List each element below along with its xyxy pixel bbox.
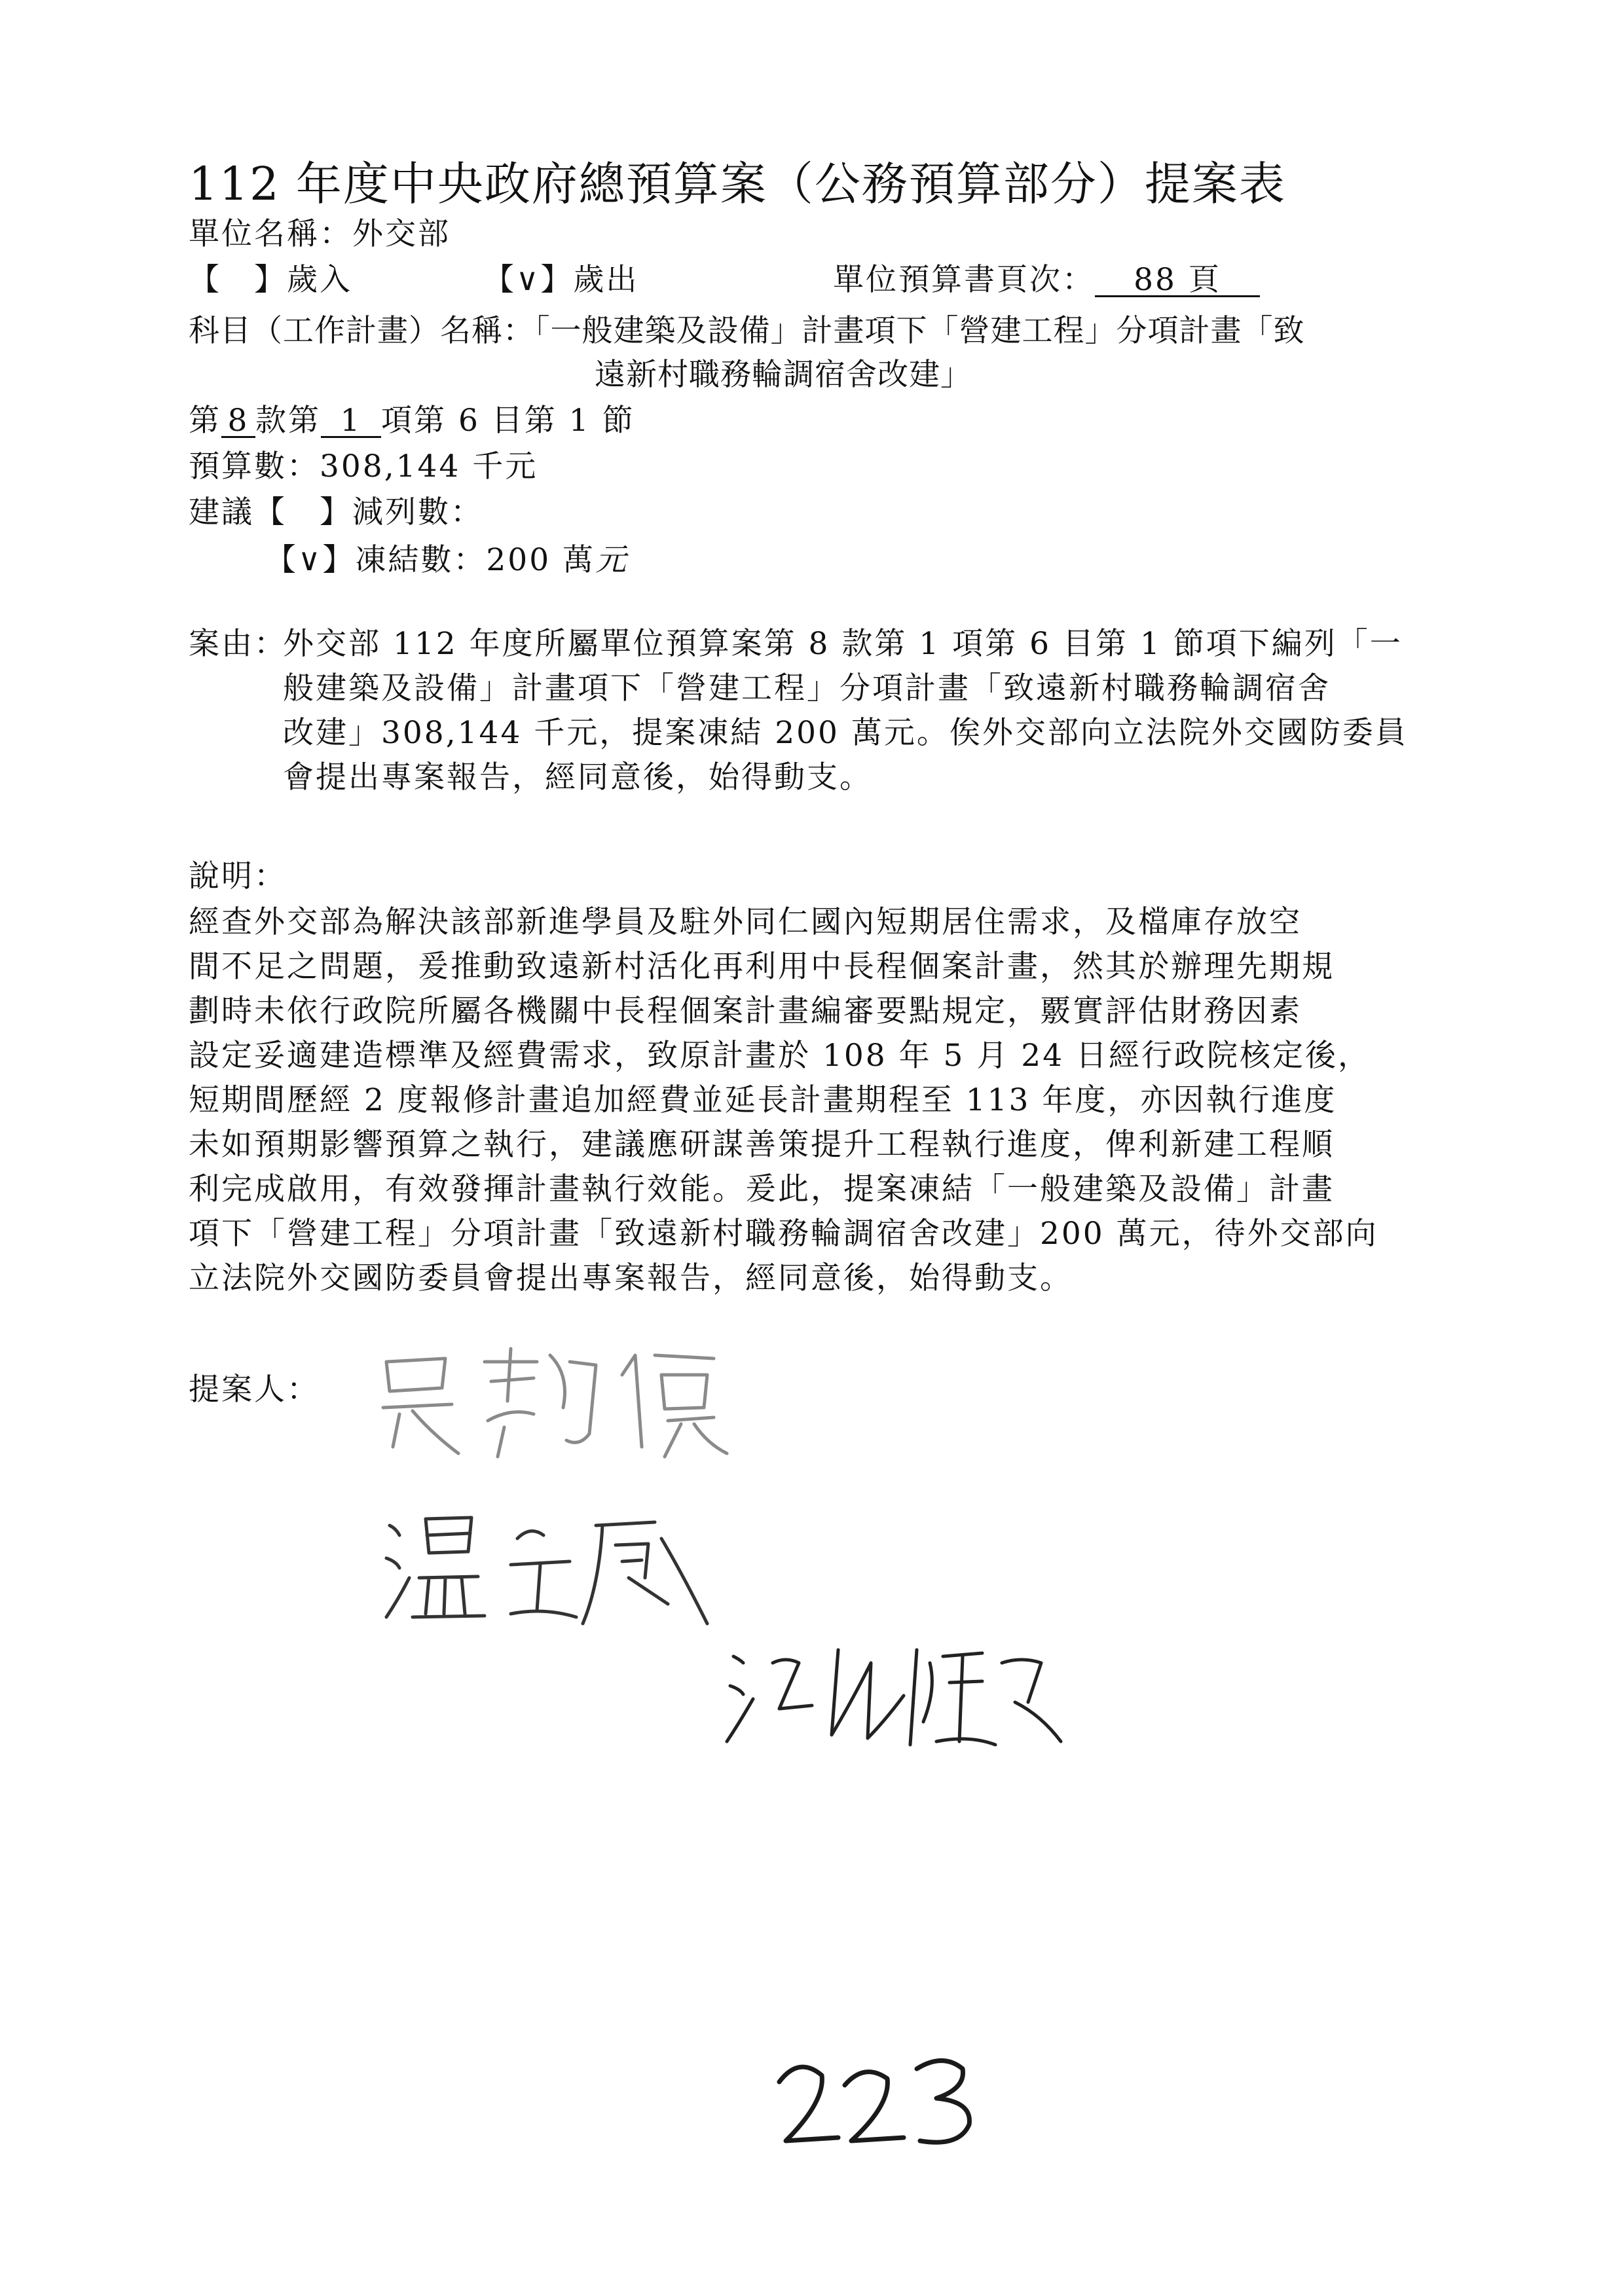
explanation-line: 短期間歷經 2 度報修計畫追加經費並延長計畫期程至 113 年度，亦因執行進度 [189, 1082, 1337, 1118]
section-row [189, 396, 635, 440]
expense-group [483, 255, 638, 299]
reduce-checkbox[interactable]: 【 】 [254, 494, 352, 530]
subject-label: 科目（工作計畫）名稱： [189, 313, 534, 349]
reduce-label: 減列數： [352, 494, 483, 530]
type-row [189, 255, 352, 299]
expense-label: 歲出 [573, 262, 639, 298]
reason-line: 改建」308,144 千元，提案凍結 200 萬元。俟外交部向立法院外交國防委員 [283, 715, 1408, 751]
page-ref-label: 單位預算書頁次： [833, 262, 1095, 298]
subject-line-1: 「一般建築及設備」計畫項下「營建工程」分項計畫「致 [534, 313, 1305, 349]
page-ref-value: 88 頁 [1095, 264, 1260, 297]
proposal-label: 建議 [189, 494, 254, 530]
section-xiang: 1 [321, 405, 381, 438]
section-p3: 項第 6 目第 1 節 [381, 403, 635, 439]
handwritten-page-number [773, 2049, 995, 2154]
reason-body [283, 622, 1408, 800]
explanation-line: 未如預期影響預算之執行，建議應研謀善策提升工程執行進度，俾利新建工程順 [189, 1127, 1335, 1163]
reason-label: 案由： [189, 626, 287, 662]
proposer-label: 提案人： [189, 1372, 320, 1408]
explanation-line: 經查外交部為解決該部新進學員及駐外同仁國內短期居住需求，及檔庫存放空 [189, 904, 1302, 940]
freeze-row [265, 536, 628, 579]
explanation-line: 設定妥適建造標準及經費需求，致原計畫於 108 年 5 月 24 日經行政院核定後， [189, 1038, 1371, 1074]
page-title: 112 年度中央政府總預算案（公務預算部分）提案表 [189, 157, 1286, 211]
section-p1: 第 [189, 403, 221, 439]
section-kuan: 8 [221, 405, 255, 438]
explanation-line: 立法院外交國防委員會提出專案報告，經同意後，始得動支。 [189, 1260, 1073, 1296]
section-p2: 款第 [255, 403, 321, 439]
signature-3 [720, 1624, 1074, 1755]
signature-1 [373, 1336, 740, 1467]
freeze-label: 凍結數：200 萬 [355, 542, 596, 578]
reason-line: 般建築及設備」計畫項下「營建工程」分項計畫「致遠新村職務輪調宿舍 [283, 670, 1331, 706]
freeze-checkbox[interactable]: 【∨】 [265, 542, 356, 578]
reason-line: 會提出專案報告，經同意後，始得動支。 [283, 759, 872, 795]
explanation-body [189, 900, 1378, 1301]
reason-line: 外交部 112 年度所屬單位預算案第 8 款第 1 項第 6 目第 1 節項下編列「一 [283, 626, 1403, 662]
freeze-handwritten-unit: 元 [595, 542, 629, 578]
explanation-line: 間不足之問題，爰推動致遠新村活化再利用中長程個案計畫，然其於辦理先期規 [189, 949, 1335, 985]
explanation-line: 利完成啟用，有效發揮計畫執行效能。爰此，提案凍結「一般建築及設備」計畫 [189, 1171, 1335, 1207]
unit-label: 單位名稱： [189, 216, 352, 252]
unit-value: 外交部 [352, 216, 451, 252]
revenue-label: 歲入 [287, 262, 352, 298]
explanation-label: 說明： [189, 858, 287, 894]
expense-checkbox[interactable]: 【∨】 [483, 262, 574, 298]
subject-row [189, 306, 1305, 350]
explanation-line: 劃時未依行政院所屬各機關中長程個案計畫編審要點規定，覈實評估財務因素 [189, 993, 1302, 1029]
subject-line-2: 遠新村職務輪調宿舍改建」 [595, 357, 972, 393]
budget-amount: 預算數：308,144 千元 [189, 448, 538, 484]
unit-row [189, 210, 451, 253]
proposal-row [189, 488, 483, 532]
signature-2 [380, 1499, 720, 1637]
page-ref-group [833, 255, 1260, 299]
explanation-line: 項下「營建工程」分項計畫「致遠新村職務輪調宿舍改建」200 萬元，待外交部向 [189, 1216, 1378, 1252]
revenue-checkbox[interactable]: 【 】 [189, 262, 287, 298]
